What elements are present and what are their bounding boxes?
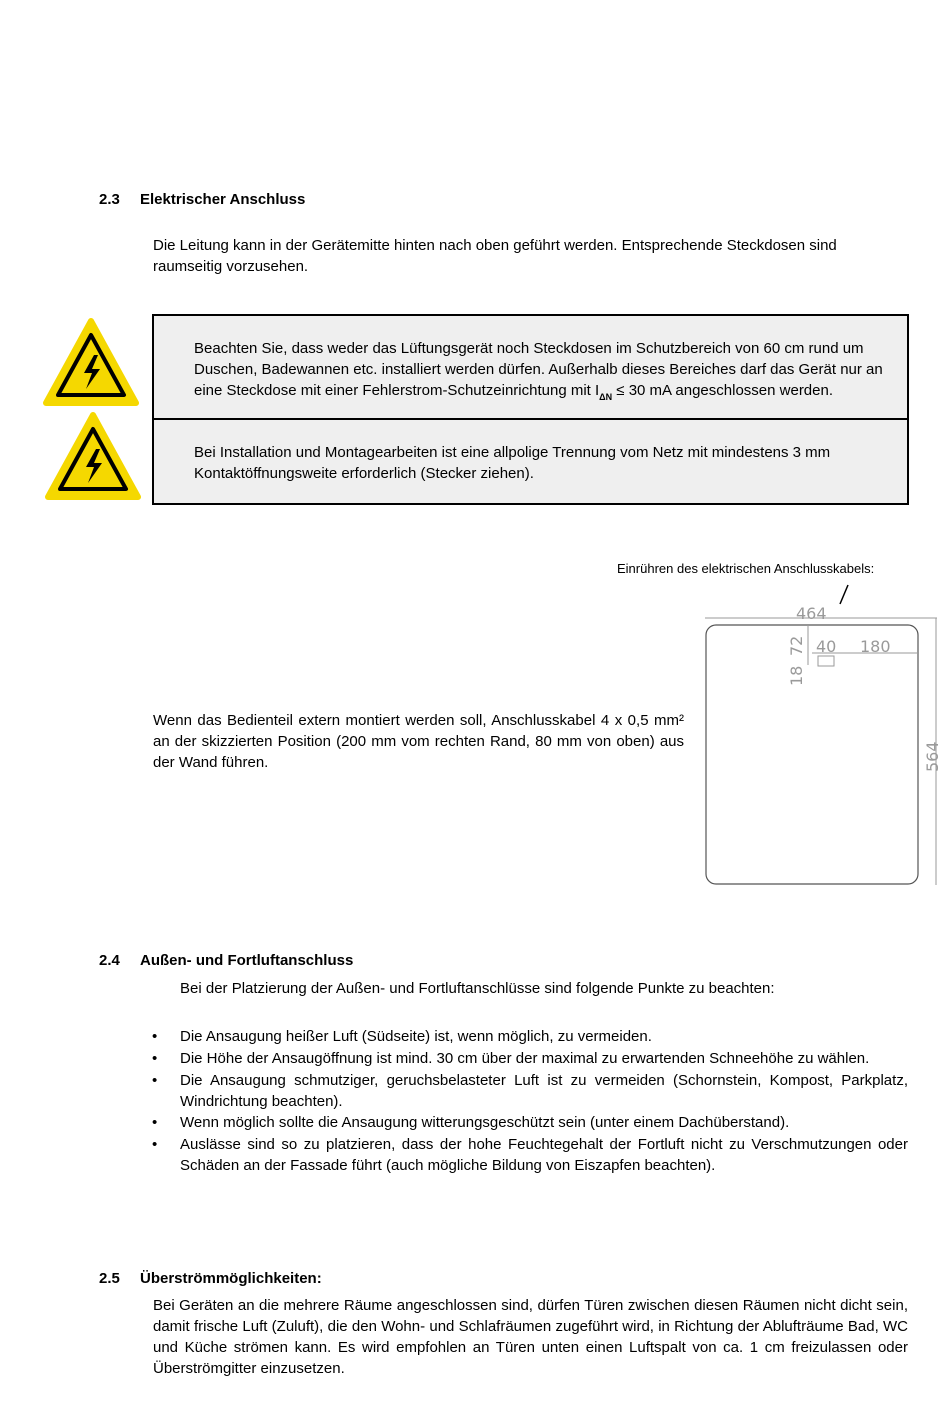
dimension-72-label: 72: [787, 635, 806, 656]
cable-outlet-marker: [818, 656, 834, 666]
bullet-icon: •: [152, 1050, 158, 1067]
warning-subscript: ΔN: [599, 392, 613, 402]
warning-text-end: ≤ 30 mA angeschlossen werden.: [612, 382, 834, 399]
warning-box-residual-current: [152, 314, 909, 420]
warning-text-main: Beachten Sie, dass weder das Lüftungsgerät noch Steckdosen im Schutzbereich von 60 cm rund um Duschen, Badewannen etc. installiert werden dürfen. Außerhalb dieses Bereiches darf das Gerät nur an eine Steckdose mit einer Fehlerstrom-Schutzeinrichtung mit I: [194, 340, 883, 399]
list-item: [152, 1026, 908, 1047]
section-number: 2.3: [99, 191, 120, 208]
figure-caption: Einrühren des elektrischen Anschlusskabels:: [617, 561, 875, 576]
external-control-paragraph: Wenn das Bedienteil extern montiert werden soll, Anschlusskabel 4 x 0,5 mm² an der skizzierten Position (200 mm vom rechten Rand, 80 mm von oben) aus der Wand führen.: [153, 712, 684, 771]
dimension-width-label: 464: [796, 604, 827, 623]
list-item-text: Die Ansaugung heißer Luft (Südseite) ist, wenn möglich, zu vermeiden.: [180, 1028, 652, 1045]
bullet-icon: •: [152, 1136, 158, 1153]
list-item: [152, 1070, 908, 1112]
dimension-40-label: 40: [816, 637, 837, 656]
section-number: 2.4: [99, 952, 120, 969]
list-item-text: Wenn möglich sollte die Ansaugung witterungsgeschützt sein (unter einem Dachüberstand).: [180, 1114, 790, 1131]
list-item-text: Die Ansaugung schmutziger, geruchsbelasteter Luft ist zu vermeiden (Schornstein, Kompost, Parkplatz, Windrichtung beachten).: [180, 1072, 908, 1110]
list-item: [152, 1048, 908, 1069]
bullet-icon: •: [152, 1028, 158, 1045]
section-title: Elektrischer Anschluss: [140, 191, 306, 208]
dimension-18-label: 18: [787, 665, 806, 686]
section-intro: Bei der Platzierung der Außen- und Fortluftanschlüsse sind folgende Punkte zu beachten:: [180, 980, 775, 997]
warning-box-disconnection: [152, 418, 909, 505]
section-title: Überströmmöglichkeiten:: [140, 1270, 322, 1287]
list-item: [152, 1112, 908, 1133]
device-outline: [706, 625, 918, 884]
dimension-height-label: 564: [923, 741, 942, 772]
dimension-180-label: 180: [860, 637, 891, 656]
list-item-text: Die Höhe der Ansaugöffnung ist mind. 30 cm über der maximal zu erwartenden Schneehöhe zu wählen.: [180, 1050, 870, 1067]
section-paragraph: Bei Geräten an die mehrere Räume angeschlossen sind, dürfen Türen zwischen diesen Räumen nicht dicht sein, damit frische Luft (Zuluft), die den Wohn- und Schlafräumen zugeführt wird, in Richtung der Ablufträume Bad, WC und Küche strömen kann. Es wird empfohlen an Türen unten einen Luftspalt von ca. 1 cm freizulassen oder Überströmgitter einzusetzen.: [153, 1297, 908, 1377]
list-item: [152, 1134, 908, 1176]
section-title: Außen- und Fortluftanschluss: [140, 952, 354, 969]
bullet-icon: •: [152, 1114, 158, 1131]
section-paragraph: Die Leitung kann in der Gerätemitte hinten nach oben geführt werden. Entsprechende Steckdosen sind raumseitig vorzusehen.: [153, 237, 837, 275]
high-voltage-warning-icon: [42, 317, 140, 409]
bullet-icon: •: [152, 1072, 158, 1089]
warning-text: Bei Installation und Montagearbeiten ist eine allpolige Trennung vom Netz mit mindestens 3 mm Kontaktöffnungsweite erforderlich (Stecker ziehen).: [194, 444, 831, 482]
cable-position-drawing: [700, 580, 945, 890]
high-voltage-warning-icon: [44, 411, 142, 503]
pointer-line: [840, 585, 848, 604]
list-item-text: Auslässe sind so zu platzieren, dass der hohe Feuchtegehalt der Fortluft nicht zu Verschmutzungen oder Schäden an der Fassade führt (auch mögliche Bildung von Eiszapfen beachten).: [180, 1136, 908, 1174]
warning-text: [194, 338, 883, 408]
section-number: 2.5: [99, 1270, 120, 1287]
